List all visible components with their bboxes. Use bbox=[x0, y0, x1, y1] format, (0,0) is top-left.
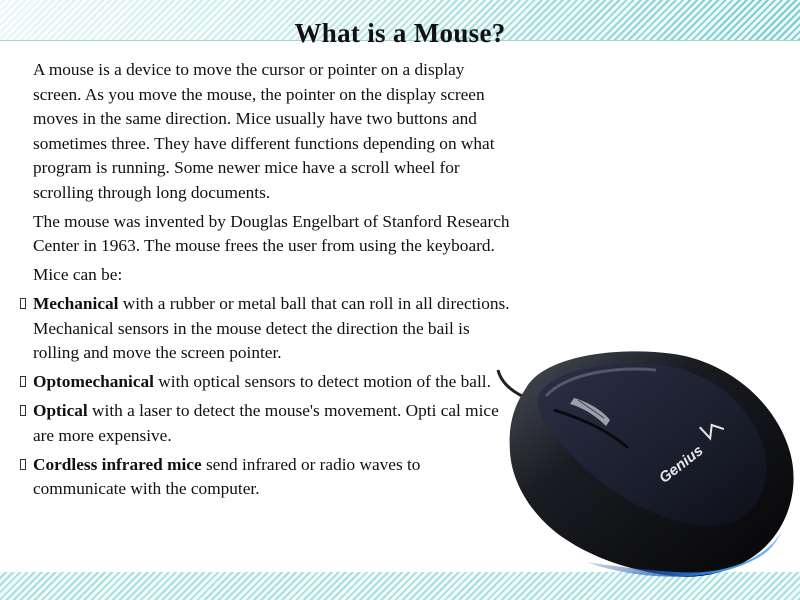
bullet-term: Optical bbox=[33, 401, 88, 420]
slide-title: What is a Mouse? bbox=[294, 18, 506, 48]
bullet-text: with a laser to detect the mouse's movement. Opti cal mice are more expensive. bbox=[33, 401, 499, 445]
bullet-term: Optomechanical bbox=[33, 372, 154, 391]
bullet-term: Cordless infrared mice bbox=[33, 454, 202, 474]
computer-mouse-photo bbox=[496, 348, 800, 584]
bullet-optical bbox=[33, 399, 510, 448]
svg-text:Genius: Genius bbox=[655, 442, 707, 487]
intro-paragraph: A mouse is a device to move the cursor or pointer on a display screen. As you move the mouse, the pointer on the display screen moves in the same direction. Mice usually have two buttons and sometimes three. They have different functions depending on what program is running. Some newer mice have a scroll wheel for scrolling through long documents. bbox=[33, 60, 495, 202]
types-intro: Mice can be: bbox=[33, 265, 123, 284]
slide-content bbox=[20, 58, 510, 506]
bullet-icon bbox=[20, 298, 26, 309]
history-paragraph: The mouse was invented by Douglas Engelbart of Stanford Research Center in 1963. The mouse frees the user from using the keyboard. bbox=[33, 211, 510, 255]
bullet-cordless bbox=[33, 453, 510, 502]
bullet-optomechanical bbox=[33, 370, 510, 395]
bullet-text: with a rubber or metal ball that can roll in all directions. Mechanical sensors in the mouse detect the direction the bail is rolling and move the screen pointer. bbox=[33, 294, 510, 362]
bullet-icon bbox=[20, 376, 26, 387]
bullet-icon bbox=[20, 405, 26, 416]
bullet-text: with optical sensors to detect motion of the ball. bbox=[153, 372, 491, 391]
bullet-mechanical bbox=[33, 292, 510, 366]
bullet-term: Mechanical bbox=[33, 294, 119, 313]
bullet-text: send infrared or radio waves to communicate with the computer. bbox=[33, 454, 421, 498]
bullet-icon bbox=[20, 459, 26, 470]
